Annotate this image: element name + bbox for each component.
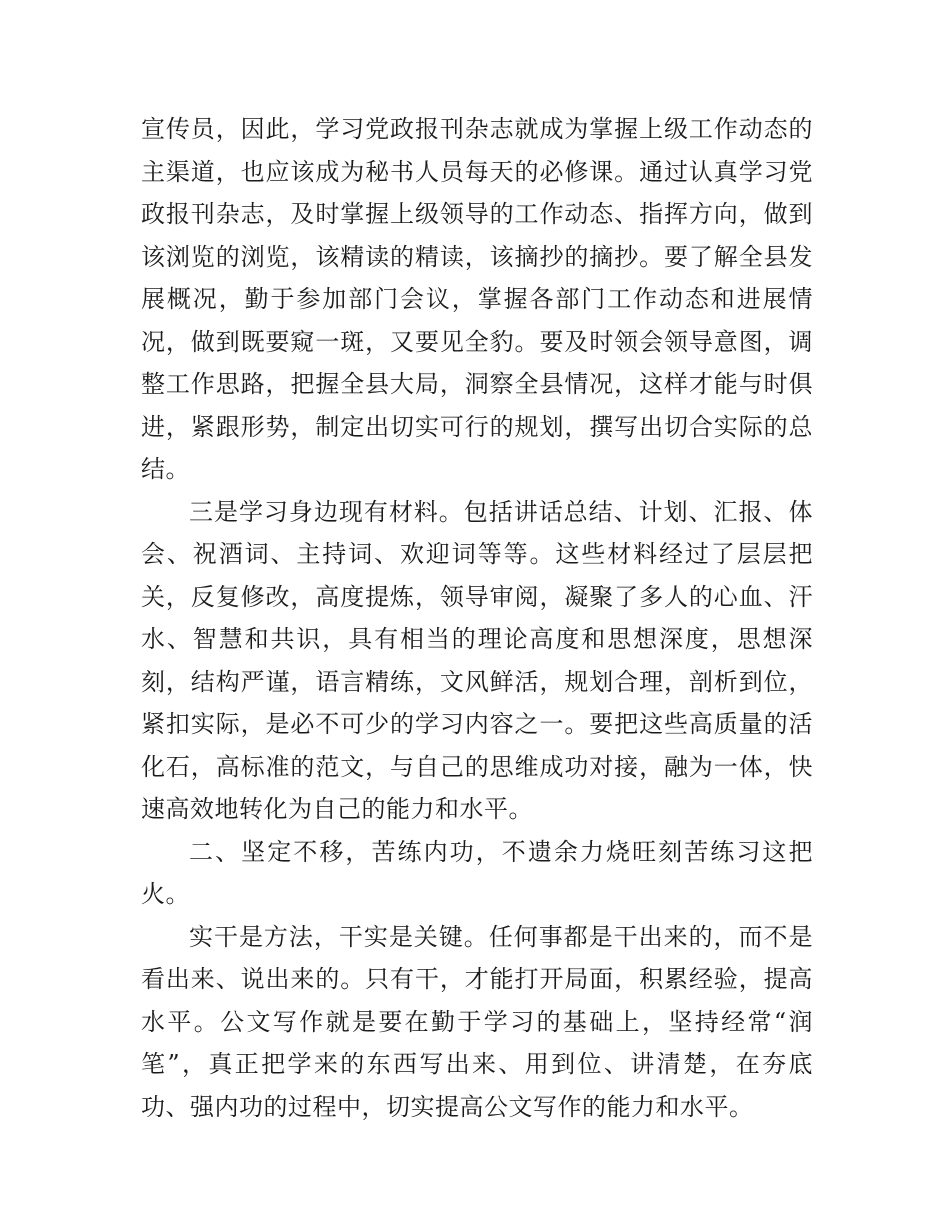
section-heading-practice: 二、坚定不移，苦练内功，不遗余力烧旺刻苦练习这把火。 xyxy=(141,837,813,908)
paragraph-continuation: 宣传员，因此，学习党政报刊杂志就成为掌握上级工作动态的主渠道，也应该成为秘书人员每天的必修课。通过认真学习党政报刊杂志，及时掌握上级领导的工作动态、指挥方向，做到该浏览的浏览，该精读的精读，该摘抄的摘抄。要了解全县发展概况，勤于参加部门会议，掌握各部门工作动态和进展情况，做到既要窥一斑，又要见全豹。要及时领会领导意图，调整工作思路，把握全县大局，洞察全县情况，这样才能与时俱进，紧跟形势，制定出切实可行的规划，撰写出切合实际的总结。 xyxy=(141,115,813,483)
paragraph-study-materials: 三是学习身边现有材料。包括讲话总结、计划、汇报、体会、祝酒词、主持词、欢迎词等等。这些材料经过了层层把关，反复修改，高度提炼，领导审阅，凝聚了多人的心血、汗水、智慧和共识，具有相当的理论高度和思想深度，思想深刻，结构严谨，语言精练，文风鲜活，规划合理，剖析到位，紧扣实际，是必不可少的学习内容之一。要把这些高质量的活化石，高标准的范文，与自己的思维成功对接，融为一体，快速高效地转化为自己的能力和水平。 xyxy=(141,497,813,823)
document-body xyxy=(141,108,813,1128)
paragraph-practice: 实干是方法，干实是关键。任何事都是干出来的，而不是看出来、说出来的。只有干，才能打开局面，积累经验，提高水平。公文写作就是要在勤于学习的基础上，坚持经常“润笔”，真正把学来的东西写出来、用到位、讲清楚，在夯底功、强内功的过程中，切实提高公文写作的能力和水平。 xyxy=(141,922,813,1121)
